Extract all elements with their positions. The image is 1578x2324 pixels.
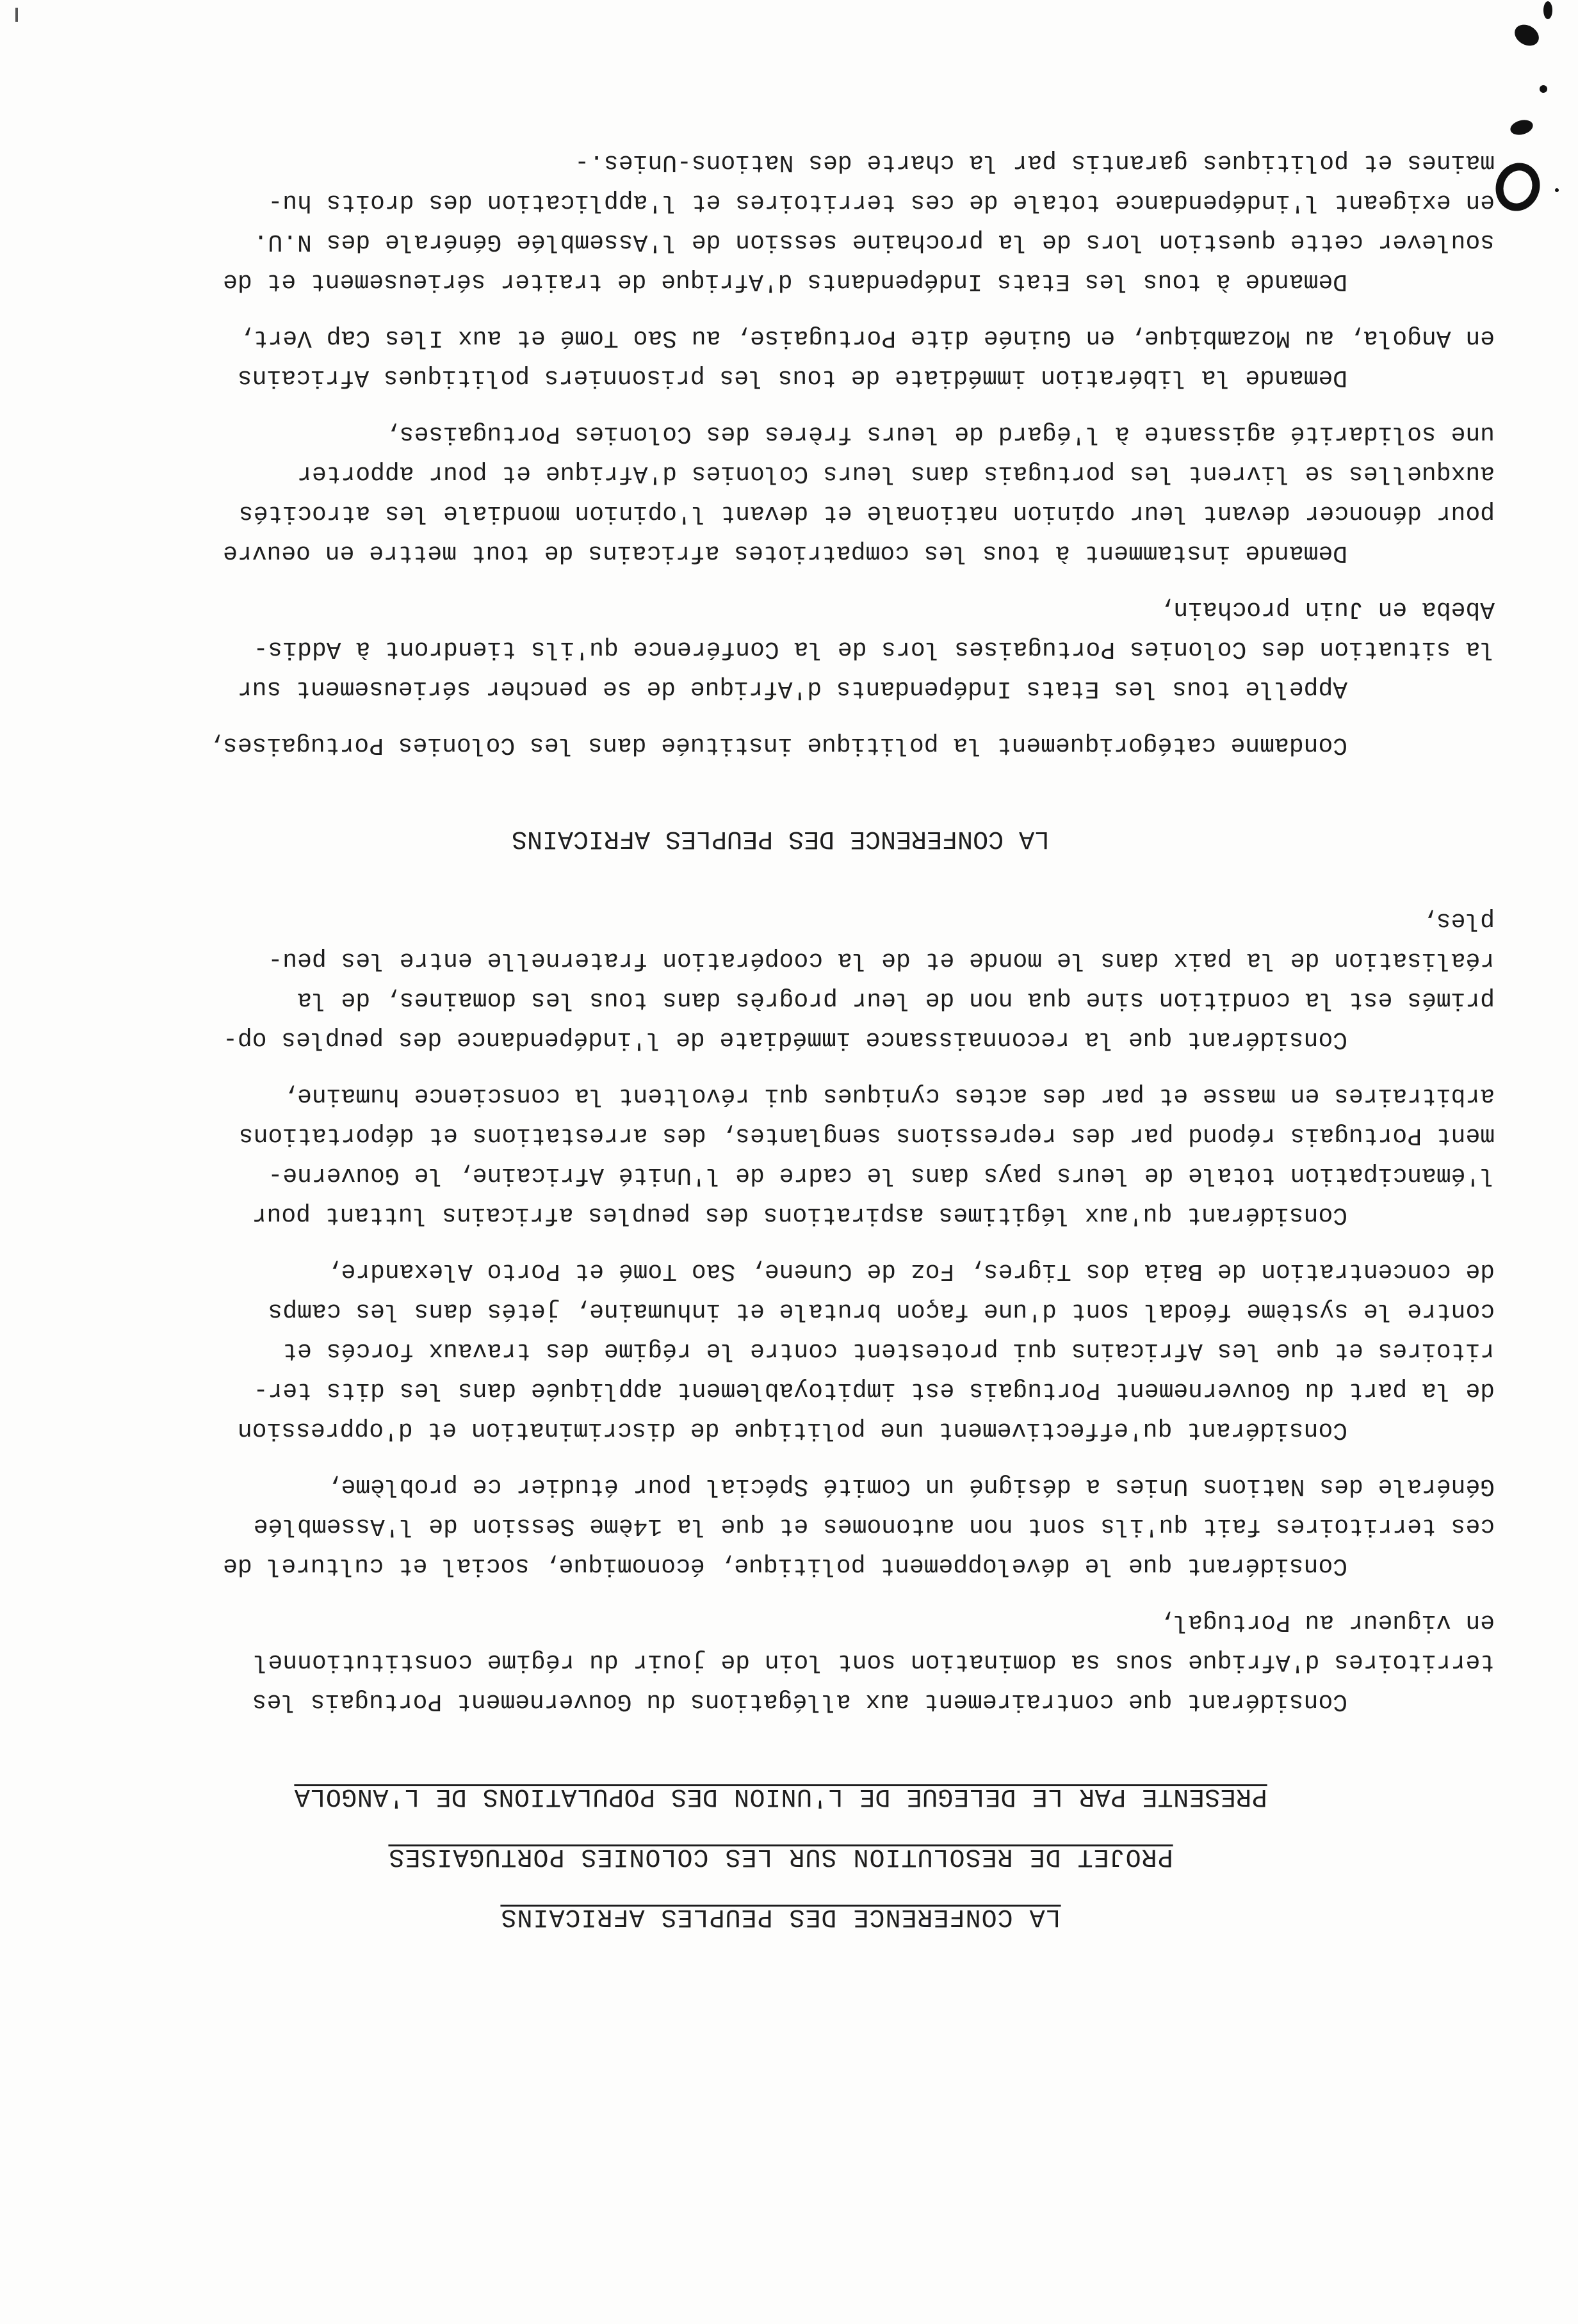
resolution-paragraph bbox=[67, 589, 1495, 708]
considerants-list bbox=[67, 900, 1495, 1721]
text-line: de concentration de Baia dos Tigres, Foz de Cunene, Sao Tomé et Porto Alexandre, bbox=[326, 1257, 1495, 1285]
text-line: ples, bbox=[1421, 907, 1495, 934]
resolution-title: PROJET DE RESOLUTION SUR LES COLONIES PORTUGAISES bbox=[388, 1842, 1173, 1871]
text-line: Abeba en Juin prochain, bbox=[1159, 595, 1495, 623]
text-line: Considérant que la reconnaissance immédiate de l'indépendance des peuples op- bbox=[223, 1026, 1347, 1053]
resolution-paragraph bbox=[67, 725, 1495, 764]
text-line: ment Portugais répond par des repressions senglantes, des arrestations et déportations bbox=[238, 1122, 1495, 1149]
text-line: Condamne catégoriquement la politique instituée dans les Colonies Portugaises, bbox=[208, 731, 1347, 759]
text-line: Considérant qu'effectivement une politique de discrimination et d'oppression bbox=[237, 1416, 1347, 1444]
text-line: Considérant que contrairement aux allégations du Gouvernement Portugais les bbox=[252, 1688, 1347, 1715]
resolution-paragraph bbox=[67, 142, 1495, 301]
text-line: Demande la libération immédiate de tous les prisonniers politiques Africains bbox=[237, 364, 1347, 391]
conference-title: LA CONFERENCE DES PEUPLES AFRICAINS bbox=[500, 1902, 1061, 1931]
text-line: pour dénoncer devant leur opinion nationale et devant l'opinion mondiale les atrocités bbox=[238, 499, 1495, 527]
text-line: territoires d'Afrique sous sa domination sont loin de jouir du régime constitutionnel bbox=[253, 1648, 1495, 1675]
considerant-paragraph bbox=[67, 1076, 1495, 1234]
text-line: soulever cette question lors de la prochaine session de l'Assemblée Générale des N.U. bbox=[253, 228, 1495, 255]
considerant-paragraph bbox=[67, 1602, 1495, 1721]
text-line: Demande à tous les Etats Indépendants d'Afrique de traiter sérieusement et de bbox=[223, 268, 1347, 295]
considerant-paragraph bbox=[67, 1251, 1495, 1449]
text-line: Considérant qu'aux légitimes aspirations des peuples africains luttant pour bbox=[252, 1201, 1347, 1229]
text-line: primés est la condition sine qua non de leur progrès dans tous les domaines, de la bbox=[297, 986, 1495, 1013]
document-body bbox=[67, 125, 1495, 1946]
resolution-paragraph bbox=[67, 414, 1495, 572]
ink-stain-ring bbox=[1489, 157, 1547, 218]
ink-stain bbox=[1511, 20, 1543, 50]
considerant-paragraph bbox=[67, 900, 1495, 1059]
resolution-paragraph bbox=[67, 318, 1495, 397]
ink-stain bbox=[1543, 1, 1552, 19]
text-line: ces territoires fait qu'ils sont non autonomes et que la 14ème Session de l'Assemblée bbox=[253, 1512, 1495, 1540]
text-line: auxquelles se livrent les portugais dans leurs Colonies d'Afrique et pour apporter bbox=[297, 460, 1495, 487]
considerant-paragraph bbox=[67, 1466, 1495, 1585]
page-edge-mark bbox=[15, 8, 18, 22]
text-line: Appelle tous les Etats Indépendants d'Afrique de se pencher sérieusement sur bbox=[237, 675, 1347, 702]
ink-stain bbox=[1540, 85, 1547, 93]
section-title: LA CONFERENCE DES PEUPLES AFRICAINS bbox=[511, 824, 1050, 853]
text-line: Considérant que le développement politique, économique, social et culturel de bbox=[223, 1552, 1347, 1579]
text-line: maines et politiques garantis par la charte des Nations-Unies.- bbox=[574, 149, 1495, 176]
text-line: arbitraires en masse et par des actes cyniques qui révoltent la conscience humaine, bbox=[282, 1082, 1495, 1110]
text-line: ritoires et que les Africains qui protestent contre le régime des travaux forcés et bbox=[282, 1337, 1495, 1364]
text-line: en vigueur au Portugal, bbox=[1159, 1608, 1495, 1636]
text-line: réalisation de la paix dans le monde et de la coopération fraternelle entre les peu- bbox=[268, 946, 1495, 974]
document-header bbox=[67, 1766, 1495, 1946]
text-line: Générale des Nations Unies a désigné un Comité Spécial pour étudier ce problème, bbox=[326, 1473, 1495, 1500]
text-line: contre le système féodal sont d'une façon brutale et inhumaine, jetés dans les camps bbox=[268, 1297, 1495, 1325]
resolutions-list bbox=[67, 142, 1495, 764]
text-line: de la part du Gouvernement Portugais est impitoyablement appliquée dans les dits ter- bbox=[253, 1376, 1495, 1404]
text-line: une solidarité agissante à l'égard de leurs frères des Colonies Portugaises, bbox=[384, 420, 1495, 448]
text-line: en Angola, au Mozambique, en Guinée dite Portugaise, au Sao Tomé et aux Iles Cap Vert, bbox=[238, 324, 1495, 351]
text-line: en exigeant l'indépendance totale de ces territoires et l'application des droits hu- bbox=[268, 188, 1495, 216]
ink-stain bbox=[1509, 118, 1534, 138]
text-line: Demande instamment à tous les compatriotes africains de tout mettre en oeuvre bbox=[223, 539, 1347, 567]
presenter-title: PRESENTE PAR LE DELEGUE DE L'UNION DES POPULATIONS DE L'ANGOLA bbox=[294, 1782, 1267, 1811]
text-line: l'émancipation totale de leurs pays dans le cadre de l'Unité Africaine, le Gouverne- bbox=[268, 1161, 1495, 1189]
text-line: la situation des Colonies Portugaises lors de la Conférence qu'ils tiendront à Addis- bbox=[253, 635, 1495, 663]
ink-stain bbox=[1555, 188, 1559, 192]
